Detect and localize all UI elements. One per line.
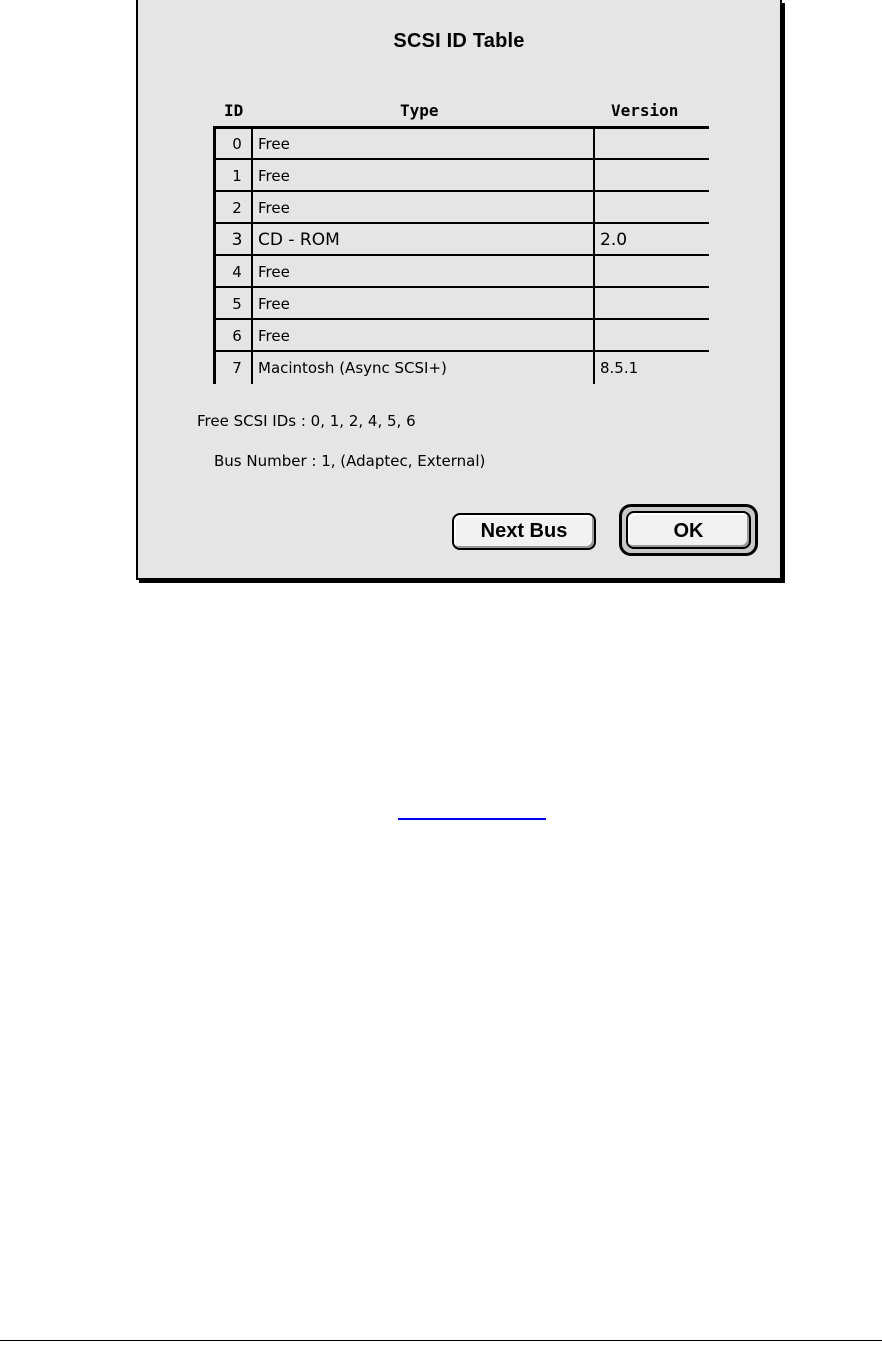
table-row[interactable] [213, 289, 709, 320]
table-row[interactable] [213, 321, 709, 352]
cell-type: Free [258, 167, 290, 185]
scsi-id-table-dialog [136, 0, 782, 580]
dialog-title: SCSI ID Table [393, 30, 525, 52]
ok-button-default-ring[interactable] [619, 504, 758, 556]
free-scsi-ids-text: Free SCSI IDs : 0, 1, 2, 4, 5, 6 [197, 412, 416, 430]
cell-type: Free [258, 135, 290, 153]
ok-button[interactable]: OK [626, 511, 751, 549]
footer-divider [0, 1340, 882, 1341]
table-row[interactable] [213, 193, 709, 224]
cell-id: 3 [231, 230, 243, 250]
cell-type: Free [258, 199, 290, 217]
version-column-divider [593, 129, 595, 384]
id-column-divider [251, 129, 253, 384]
table-row[interactable] [213, 161, 709, 192]
table-row[interactable] [213, 257, 709, 288]
cell-type: Free [258, 327, 290, 345]
table-row[interactable] [213, 129, 709, 160]
bus-number-text: Bus Number : 1, (Adaptec, External) [214, 452, 486, 470]
next-bus-button[interactable]: Next Bus [452, 513, 596, 550]
cell-id: 6 [232, 327, 242, 345]
column-header-type: Type [400, 101, 439, 120]
cell-type: CD - ROM [258, 230, 340, 250]
cell-id: 7 [232, 359, 242, 377]
cell-id: 4 [232, 263, 242, 281]
column-header-version: Version [611, 101, 679, 120]
cell-id: 1 [232, 167, 242, 185]
cell-type: Macintosh (Async SCSI+) [258, 359, 447, 377]
page-link[interactable] [398, 800, 546, 820]
table-row[interactable] [213, 225, 709, 256]
cell-type: Free [258, 263, 290, 281]
scsi-id-table [213, 129, 709, 384]
cell-id: 0 [232, 135, 242, 153]
cell-id: 2 [232, 199, 242, 217]
cell-version: 8.5.1 [600, 359, 639, 377]
cell-version: 2.0 [600, 230, 628, 250]
table-left-border [213, 129, 216, 384]
table-row[interactable] [213, 353, 709, 384]
column-header-id: ID [224, 101, 244, 120]
cell-id: 5 [232, 295, 242, 313]
cell-type: Free [258, 295, 290, 313]
